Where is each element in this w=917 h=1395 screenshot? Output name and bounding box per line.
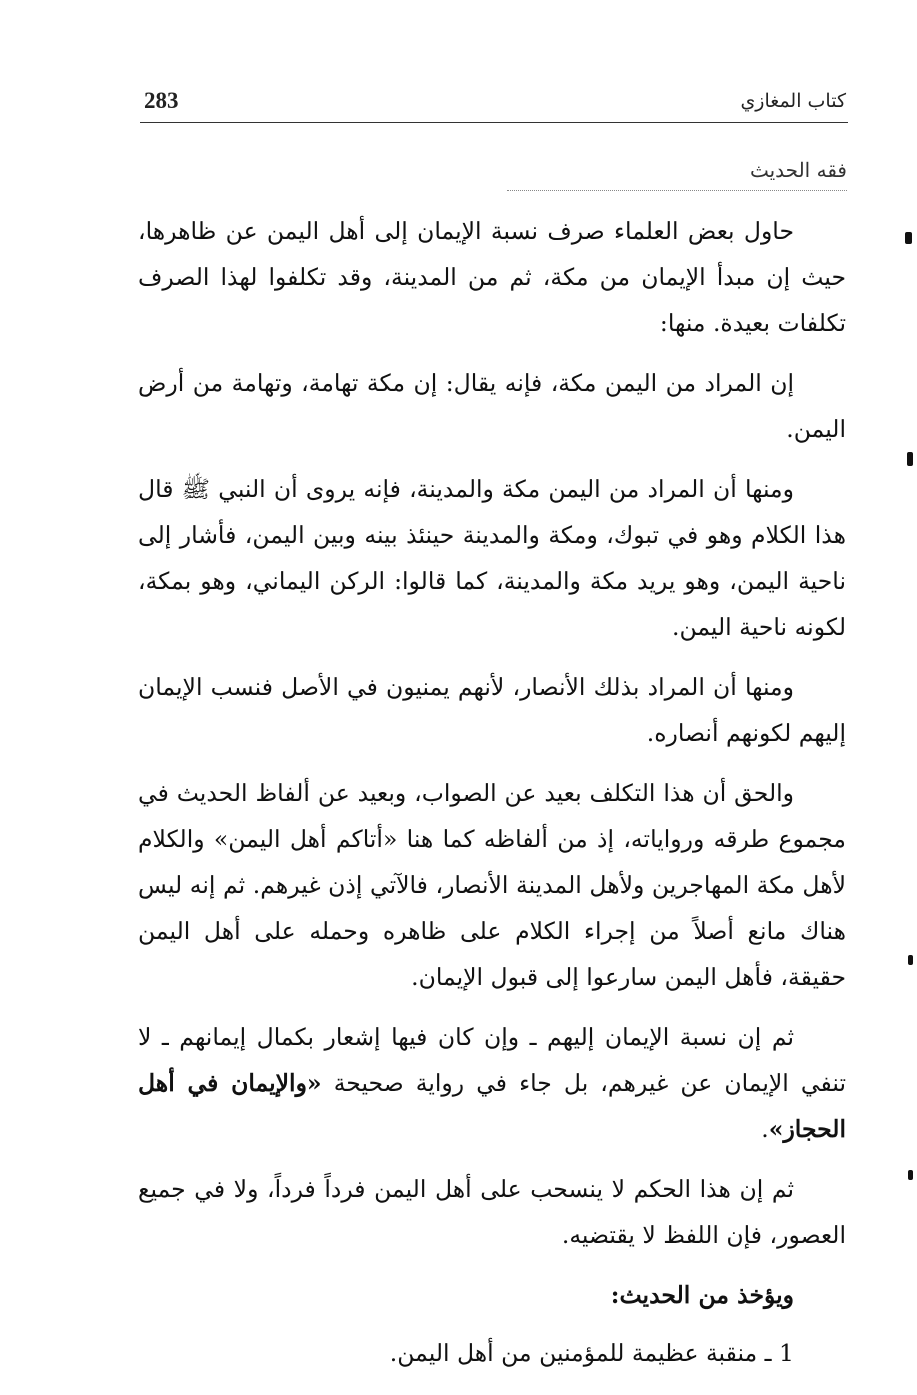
scan-edge-mark: [905, 232, 912, 244]
scan-edge-mark: [908, 955, 913, 965]
paragraph-2: إن المراد من اليمن مكة، فإنه يقال: إن مكة تهامة، وتهامة من أرض اليمن.: [138, 369, 846, 443]
paragraph-6-text: ثم إن نسبة الإيمان إليهم ـ وإن كان فيها إشعار بكمال إيمانهم ـ لا تنفي الإيمان عن غيرهم، بل جاء في رواية صحيحة: [138, 1023, 846, 1097]
paragraph-3: ومنها أن المراد من اليمن مكة والمدينة، فإنه يروى أن النبي ﷺ قال هذا الكلام وهو في تبوك، ومكة والمدينة حينئذ بينه وبين اليمن، فأشار إلى ناحية اليمن، وهو يريد مكة والمدينة، كما قالوا: الركن اليماني، وهو بمكة، لكونه ناحية اليمن.: [138, 475, 846, 641]
paragraph-1: حاول بعض العلماء صرف نسبة الإيمان إلى أهل اليمن عن ظاهرها، حيث إن مبدأ الإيمان من مكة، ثم من المدينة، وقد تكلفوا لهذا الصرف تكلفات بعيدة. منها:: [138, 217, 846, 337]
list-heading: ويؤخذ من الحديث:: [610, 1281, 794, 1309]
page-header: [140, 86, 848, 123]
bold-quotation: «والإيمان في أهل الحجاز»: [138, 1069, 846, 1143]
section-heading: فقه الحديث: [507, 158, 847, 191]
paragraph-6-end: .: [761, 1115, 769, 1143]
scan-edge-mark: [908, 1170, 913, 1180]
scan-edge-mark: [907, 452, 913, 466]
page-number: 283: [144, 88, 179, 113]
paragraph-5: والحق أن هذا التكلف بعيد عن الصواب، وبعيد عن ألفاظ الحديث في مجموع طرقه ورواياته، إذ من ألفاظه كما هنا «أتاكم أهل اليمن» والكلام لأهل مكة المهاجرين ولأهل المدينة الأنصار، فالآتي إذن غيرهم. ثم إنه ليس هناك مانع أصلاً من إجراء الكلام على ظاهره وحمله على أهل اليمن حقيقة، فأهل اليمن سارعوا إلى قبول الإيمان.: [138, 779, 846, 991]
paragraph-7: ثم إن هذا الحكم لا ينسحب على أهل اليمن فرداً فرداً، ولا في جميع العصور، فإن اللفظ لا يقتضيه.: [138, 1175, 846, 1249]
paragraph-4: ومنها أن المراد بذلك الأنصار، لأنهم يمنيون في الأصل فنسب الإيمان إليهم لكونهم أنصاره.: [138, 673, 846, 747]
list-item-1: 1 ـ منقبة عظيمة للمؤمنين من أهل اليمن.: [389, 1339, 794, 1367]
body-text: [138, 208, 846, 1388]
running-title: كتاب المغازي: [740, 90, 846, 112]
paragraph-6: [138, 1014, 846, 1152]
